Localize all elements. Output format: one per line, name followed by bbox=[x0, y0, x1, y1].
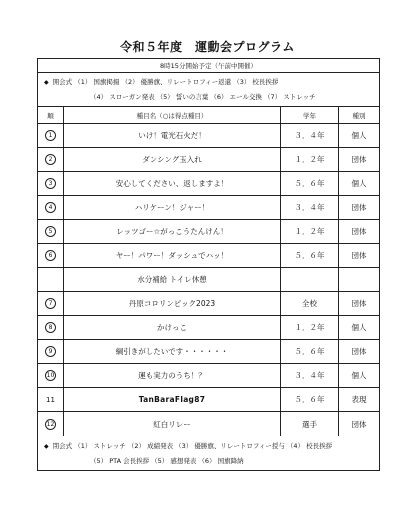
table-row bbox=[38, 388, 379, 412]
table-row bbox=[38, 244, 379, 268]
header-no: 順 bbox=[38, 107, 64, 123]
opening-line-1 bbox=[44, 75, 278, 90]
circled-number: 9 bbox=[45, 346, 56, 357]
circled-number: 1 bbox=[45, 130, 56, 141]
start-time: 8時15分開始予定（午前中開催） bbox=[160, 62, 257, 70]
event-type: 団体 bbox=[351, 251, 367, 260]
row-number-cell bbox=[38, 244, 64, 267]
row-number-cell bbox=[38, 412, 64, 436]
page-title: 令和５年度 運動会プログラム bbox=[120, 40, 295, 54]
event-type: 個人 bbox=[351, 131, 367, 140]
event-name: 紅白リレー bbox=[64, 412, 281, 436]
opening-ceremony-row bbox=[38, 73, 379, 107]
event-rows bbox=[38, 124, 379, 436]
table-row bbox=[38, 172, 379, 196]
circled-number: 5 bbox=[45, 226, 56, 237]
circled-number: 3 bbox=[45, 178, 56, 189]
table-row bbox=[38, 196, 379, 220]
row-number-cell bbox=[38, 148, 64, 171]
event-type bbox=[339, 268, 379, 291]
circled-number: 10 bbox=[46, 372, 55, 379]
event-name: TanBaraFlag87 bbox=[64, 388, 281, 411]
event-grade bbox=[281, 268, 339, 291]
diamond-bullet-icon: ◆ bbox=[44, 442, 49, 450]
start-time-row bbox=[38, 59, 379, 73]
event-type: 団体 bbox=[351, 419, 367, 429]
opening-ceremony bbox=[38, 73, 379, 106]
circled-number: 8 bbox=[45, 322, 56, 333]
event-grade: ５．６年 bbox=[281, 244, 339, 267]
event-name: レッツゴー☆がっこうたんけん！ bbox=[64, 220, 281, 243]
circled-number: 4 bbox=[45, 202, 56, 213]
opening-line-1-text: 開会式 （1） 国旗掲揚 （2） 優勝旗、リレートロフィー返還 （3） 校長挨拶 bbox=[52, 78, 279, 86]
table-row bbox=[38, 220, 379, 244]
closing-line-2: （5） PTA 会長挨拶 （5） 感想発表 （6） 国旗降納 bbox=[90, 456, 244, 465]
event-type: 個人 bbox=[351, 371, 367, 380]
table-row bbox=[38, 292, 379, 316]
event-type: 団体 bbox=[351, 203, 367, 212]
table-row bbox=[38, 148, 379, 172]
header-type: 種別 bbox=[352, 111, 366, 120]
event-grade: ３．４年 bbox=[281, 196, 339, 219]
table-row bbox=[38, 364, 379, 388]
circled-number: 6 bbox=[45, 250, 56, 261]
event-name: 運も実力のうち！？ bbox=[64, 364, 281, 387]
event-name: 綱引きがしたいです・・・・・・ bbox=[64, 340, 281, 363]
diamond-bullet-icon: ◆ bbox=[44, 79, 49, 86]
row-number-cell bbox=[38, 388, 64, 411]
event-grade: ５．６年 bbox=[281, 388, 339, 411]
event-type: 団体 bbox=[351, 227, 367, 236]
event-name: ダンシング玉入れ bbox=[64, 148, 281, 171]
row-number-cell bbox=[38, 292, 64, 315]
closing-line-1-text: 閉会式 （1） ストレッチ （2） 成績発表 （3） 優勝旗、リレートロフィー授与 （4） 校長挨拶 bbox=[52, 441, 333, 450]
row-number-cell bbox=[38, 364, 64, 387]
table-row bbox=[38, 316, 379, 340]
event-name: 丹原コロリンピック2023 bbox=[64, 292, 281, 315]
event-grade: 全校 bbox=[281, 292, 339, 315]
table-row bbox=[38, 268, 379, 292]
circled-number: 2 bbox=[45, 154, 56, 165]
event-name: ハリケーン！ジャー！ bbox=[64, 196, 281, 219]
event-grade: １．２年 bbox=[281, 220, 339, 243]
event-grade: ５．６年 bbox=[281, 172, 339, 195]
event-grade: ５．６年 bbox=[281, 340, 339, 363]
closing-line-1 bbox=[44, 439, 332, 454]
event-grade: １．２年 bbox=[281, 148, 339, 171]
event-grade: ３．４年 bbox=[281, 364, 339, 387]
table-row bbox=[38, 124, 379, 148]
row-number-cell bbox=[38, 268, 64, 291]
event-grade: ３．４年 bbox=[281, 124, 339, 147]
table-row bbox=[38, 340, 379, 364]
event-name: 水分補給 トイレ休憩 bbox=[64, 268, 281, 291]
header-grade: 学年 bbox=[281, 107, 339, 123]
event-name: ヤー！パワー！ダッシュでハッ！ bbox=[64, 244, 281, 267]
row-number-cell bbox=[38, 340, 64, 363]
event-grade: １．２年 bbox=[281, 316, 339, 339]
event-grade: 選手 bbox=[281, 412, 339, 436]
row-number-cell bbox=[38, 220, 64, 243]
event-type: 団体 bbox=[351, 155, 367, 164]
row-number-cell bbox=[38, 316, 64, 339]
event-name: いけ！電光石火だ！ bbox=[64, 124, 281, 147]
event-type: 表現 bbox=[351, 395, 367, 404]
circled-number: 12 bbox=[46, 420, 55, 428]
opening-line-2: （4） スローガン発表 （5） 誓いの言葉 （6） エール交換 （7） ストレッチ bbox=[90, 93, 316, 101]
row-number-cell bbox=[38, 172, 64, 195]
row-number-cell bbox=[38, 196, 64, 219]
event-type: 個人 bbox=[351, 179, 367, 188]
event-name: かけっこ bbox=[64, 316, 281, 339]
header-name: 種目名（○は得点種目） bbox=[64, 107, 281, 123]
program-table bbox=[37, 58, 380, 471]
event-name: 安心してください、返しますよ！ bbox=[64, 172, 281, 195]
closing-ceremony-row bbox=[38, 436, 379, 470]
table-row bbox=[38, 412, 379, 436]
closing-ceremony bbox=[38, 436, 379, 470]
row-number-cell bbox=[38, 124, 64, 147]
row-number: 11 bbox=[46, 395, 55, 404]
event-type: 個人 bbox=[351, 323, 367, 332]
event-type: 団体 bbox=[351, 347, 367, 356]
event-type: 団体 bbox=[351, 299, 367, 308]
table-header-row bbox=[38, 107, 379, 124]
circled-number: 7 bbox=[45, 298, 56, 309]
